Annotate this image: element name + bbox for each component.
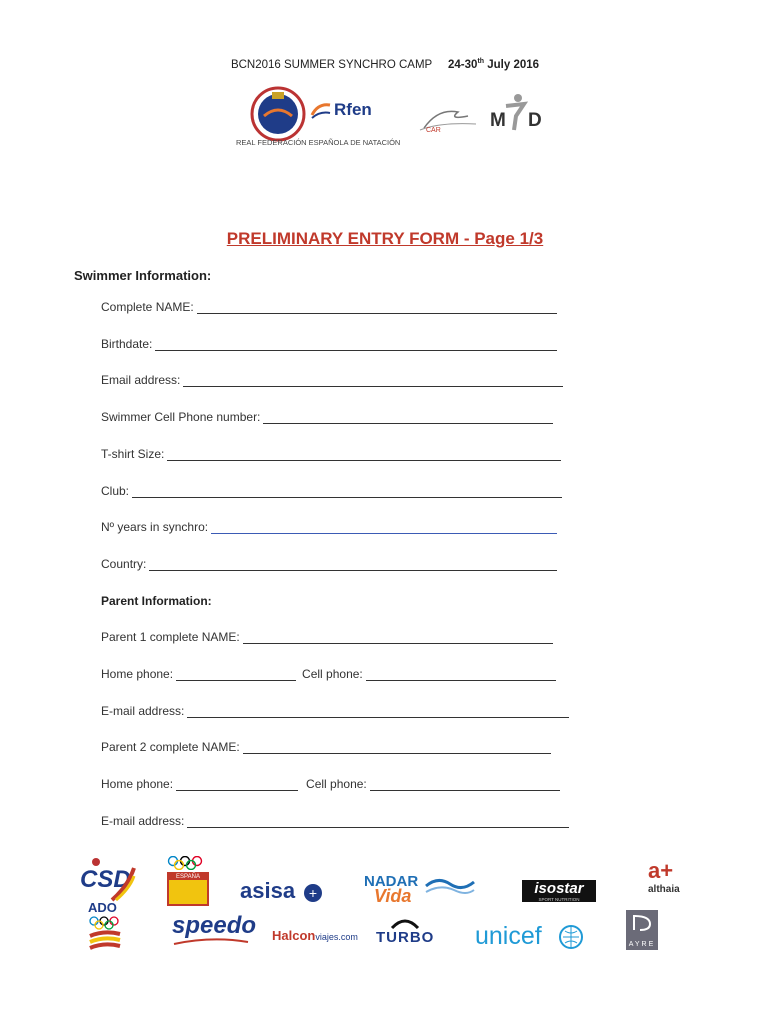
md-figure-icon (502, 92, 528, 132)
tshirt-size-input[interactable] (167, 448, 561, 461)
espana-label: ESPAÑA (169, 874, 207, 880)
field-label: E-mail address: (101, 814, 185, 828)
olympic-rings-icon (88, 916, 122, 930)
field-label: Club: (101, 484, 130, 498)
birthdate-input[interactable] (155, 338, 557, 351)
field-complete-name (101, 300, 557, 314)
csd-flag-swoosh-icon (110, 866, 136, 902)
swimmer-wave-icon (424, 874, 476, 898)
nadar-logo: NADAR (364, 873, 419, 890)
parent1-email-input[interactable] (187, 705, 569, 718)
field-parent2-email (101, 814, 569, 828)
field-label: Home phone: (101, 777, 174, 791)
parent1-home-phone-input[interactable] (176, 668, 296, 681)
turbo-logo: TURBO (376, 929, 435, 946)
event-name: BCN2016 SUMMER SYNCHRO CAMP (230, 58, 433, 71)
event-header (0, 58, 770, 71)
althaia-logo: althaia (648, 884, 680, 895)
field-label: E-mail address: (101, 704, 185, 718)
field-club (101, 484, 562, 498)
ayre-logo-box (626, 910, 658, 950)
field-label: Country: (101, 557, 147, 571)
rfen-swimmer-icon (310, 101, 332, 119)
parent2-home-phone-input[interactable] (176, 778, 298, 791)
espana-shield (167, 872, 209, 906)
years-synchro-input[interactable] (211, 521, 557, 534)
field-label: T-shirt Size: (101, 447, 165, 461)
md-logo-m: M (490, 110, 506, 131)
speedo-logo: speedo (172, 912, 257, 939)
ayre-emblem-icon (626, 910, 658, 936)
unicef-logo: unicef (475, 922, 542, 950)
field-years-synchro (101, 520, 557, 534)
event-dates: 24-30th July 2016 (448, 58, 540, 71)
speedo-swoosh-icon (172, 938, 250, 946)
email-input[interactable] (183, 374, 563, 387)
ado-logo: ADO (88, 900, 117, 915)
form-title: PRELIMINARY ENTRY FORM - Page 1/3 (226, 229, 544, 248)
asisa-plus-icon: + (304, 884, 322, 902)
spain-stripes-icon (88, 930, 122, 952)
field-label: Parent 2 complete NAME: (101, 740, 240, 754)
field-label: Birthdate: (101, 337, 153, 351)
asisa-logo: asisa (240, 878, 296, 903)
field-label: Swimmer Cell Phone number: (101, 410, 261, 424)
crown-icon (92, 858, 100, 866)
field-swimmer-cell (101, 410, 553, 424)
field-country (101, 557, 557, 571)
field-birthdate (101, 337, 557, 351)
field-label: Cell phone: (302, 667, 363, 681)
isostar-logo-box (522, 880, 596, 902)
rfen-seal-logo (250, 86, 306, 142)
ayre-label: AYRE (628, 941, 656, 948)
car-center-logo (418, 104, 480, 134)
isostar-logo: isostar (534, 880, 584, 897)
parent2-email-input[interactable] (187, 815, 569, 828)
unicef-globe-icon (558, 924, 584, 950)
parent2-cell-phone-input[interactable] (370, 778, 560, 791)
federation-name: REAL FEDERACIÓN ESPAÑOLA DE NATACIÓN (236, 138, 401, 147)
field-parent2-phones (101, 777, 560, 791)
field-label: Nº years in synchro: (101, 520, 209, 534)
club-input[interactable] (132, 485, 562, 498)
field-parent1-phones (101, 667, 556, 681)
field-label: Home phone: (101, 667, 174, 681)
svg-text:CAR: CAR (426, 127, 441, 134)
field-parent2-name (101, 740, 551, 754)
olympic-rings-icon (166, 856, 206, 870)
field-label: Email address: (101, 373, 181, 387)
md-logo-d: D (528, 110, 542, 131)
parent-section-heading: Parent Information: (101, 594, 212, 608)
swimmer-cell-input[interactable] (263, 411, 553, 424)
field-label: Parent 1 complete NAME: (101, 630, 240, 644)
halcon-logo: Halconviajes.com (272, 928, 358, 943)
field-parent1-name (101, 630, 553, 644)
rfen-wordmark: Rfen (334, 100, 372, 119)
parent1-name-input[interactable] (243, 631, 553, 644)
country-input[interactable] (149, 558, 557, 571)
parent1-cell-phone-input[interactable] (366, 668, 556, 681)
field-tshirt-size (101, 447, 561, 461)
field-email (101, 373, 563, 387)
complete-name-input[interactable] (197, 301, 557, 314)
field-label: Complete NAME: (101, 300, 194, 314)
isostar-tagline: SPORT NUTRITION (538, 897, 580, 902)
field-label: Cell phone: (306, 777, 367, 791)
turbo-wave-icon (390, 916, 420, 930)
vida-logo: Vida (374, 886, 412, 906)
field-parent1-email (101, 704, 569, 718)
csd-logo: CSD (80, 866, 131, 893)
parent2-name-input[interactable] (243, 741, 551, 754)
swimmer-section-heading: Swimmer Information: (74, 268, 212, 283)
althaia-a-plus-icon: a+ (648, 858, 674, 883)
